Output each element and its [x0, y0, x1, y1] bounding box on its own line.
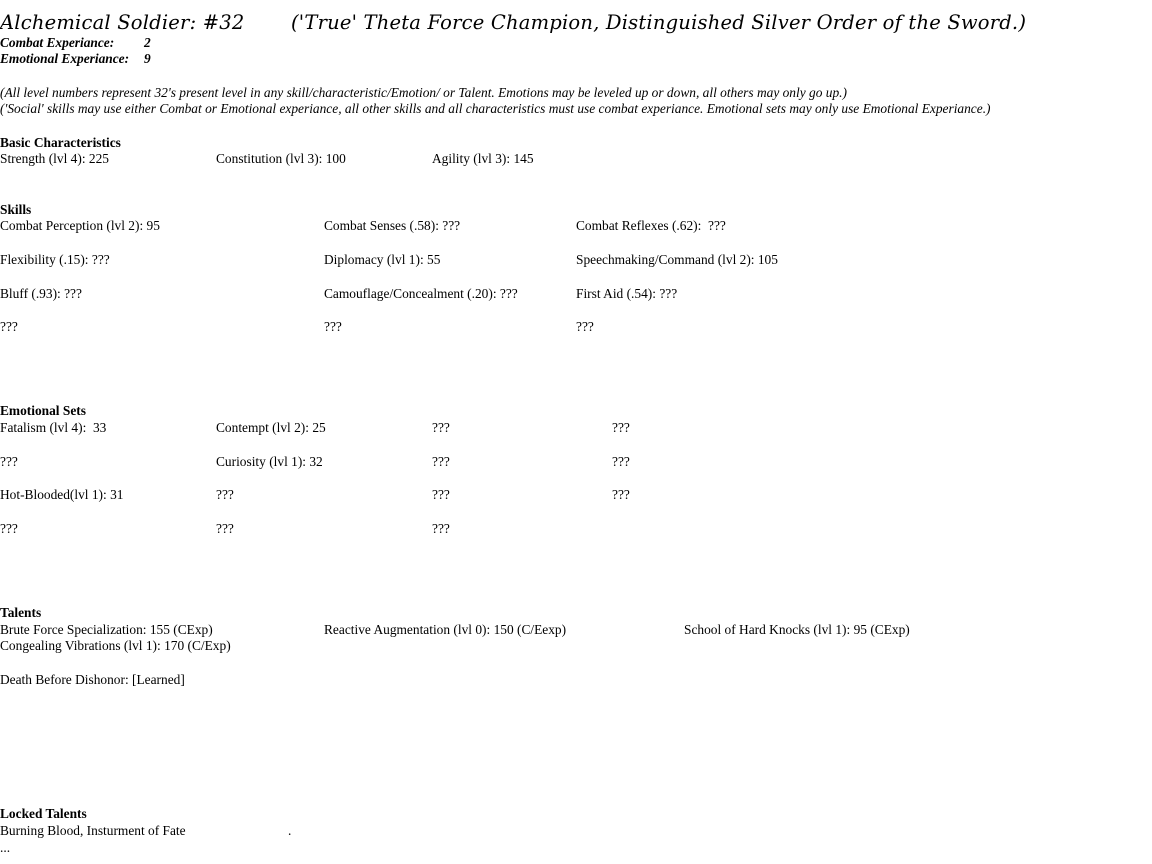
skill-entry: Diplomacy (lvl 1): 55	[324, 252, 441, 267]
locked-talents-ellipsis: ...	[0, 840, 11, 855]
emotion-entry: Curiosity (lvl 1): 32	[216, 454, 323, 469]
note-levels: (All level numbers represent 32's present level in any skill/characteristic/Emotion/ or Talent. Emotions may be leveled up or down, all others may only go up.)	[0, 85, 847, 100]
skill-entry: First Aid (.54): ???	[576, 286, 678, 301]
skill-entry: ???	[324, 319, 342, 334]
emotion-entry: ???	[0, 521, 18, 536]
locked-talents-trailing-dot: .	[288, 823, 292, 838]
combat-exp-label: Combat Experiance:	[0, 35, 115, 50]
skill-entry: Combat Senses (.58): ???	[324, 218, 461, 233]
emotion-entry: ???	[432, 521, 450, 536]
talent-entry: Death Before Dishonor: [Learned]	[0, 672, 185, 687]
emotion-entry: ???	[432, 420, 450, 435]
skill-entry: ???	[0, 319, 18, 334]
emotion-entry: ???	[432, 487, 450, 502]
skill-entry: Combat Perception (lvl 2): 95	[0, 218, 160, 233]
emotion-entry: ???	[432, 454, 450, 469]
emotional-exp-value: 9	[144, 51, 151, 66]
emotion-entry: ???	[216, 521, 234, 536]
talent-entry: Brute Force Specialization: 155 (CExp)	[0, 622, 213, 637]
emotion-entry: ???	[612, 420, 630, 435]
talent-entry: School of Hard Knocks (lvl 1): 95 (CExp)	[684, 622, 910, 637]
skill-entry: Speechmaking/Command (lvl 2): 105	[576, 252, 778, 267]
skill-entry: Camouflage/Concealment (.20): ???	[324, 286, 518, 301]
locked-talents-heading: Locked Talents	[0, 806, 87, 821]
emotion-entry: ???	[216, 487, 234, 502]
characteristic-constitution: Constitution (lvl 3): 100	[216, 151, 346, 166]
combat-exp-value: 2	[144, 35, 151, 50]
emotion-entry: Contempt (lvl 2): 25	[216, 420, 326, 435]
characteristics-heading: Basic Characteristics	[0, 135, 121, 150]
talent-entry: Reactive Augmentation (lvl 0): 150 (C/Eexp)	[324, 622, 567, 637]
talents-heading: Talents	[0, 605, 42, 620]
characteristic-agility: Agility (lvl 3): 145	[432, 151, 534, 166]
characteristic-strength: Strength (lvl 4): 225	[0, 151, 109, 166]
character-honors: ('True' Theta Force Champion, Distinguished Silver Order of the Sword.)	[291, 11, 1027, 34]
skills-heading: Skills	[0, 202, 32, 217]
emotion-entry: Hot-Blooded(lvl 1): 31	[0, 487, 124, 502]
emotion-entry: Fatalism (lvl 4): 33	[0, 420, 107, 435]
skill-entry: ???	[576, 319, 594, 334]
skill-entry: Combat Reflexes (.62): ???	[576, 218, 726, 233]
locked-talents-list: Burning Blood, Insturment of Fate	[0, 823, 186, 838]
skill-entry: Flexibility (.15): ???	[0, 252, 110, 267]
skill-entry: Bluff (.93): ???	[0, 286, 82, 301]
emotional-exp-label: Emotional Experiance:	[0, 51, 130, 66]
character-name: Alchemical Soldier: #32	[0, 11, 245, 34]
note-experience: ('Social' skills may use either Combat or Emotional experiance, all other skills and all characteristics must use combat experiance. Emotional sets may only use Emotional Experiance.)	[0, 101, 991, 116]
emotion-entry: ???	[0, 454, 18, 469]
emotion-entry: ???	[612, 487, 630, 502]
emotion-entry: ???	[612, 454, 630, 469]
emotional-sets-heading: Emotional Sets	[0, 403, 86, 418]
talent-entry: Congealing Vibrations (lvl 1): 170 (C/Exp)	[0, 638, 231, 653]
